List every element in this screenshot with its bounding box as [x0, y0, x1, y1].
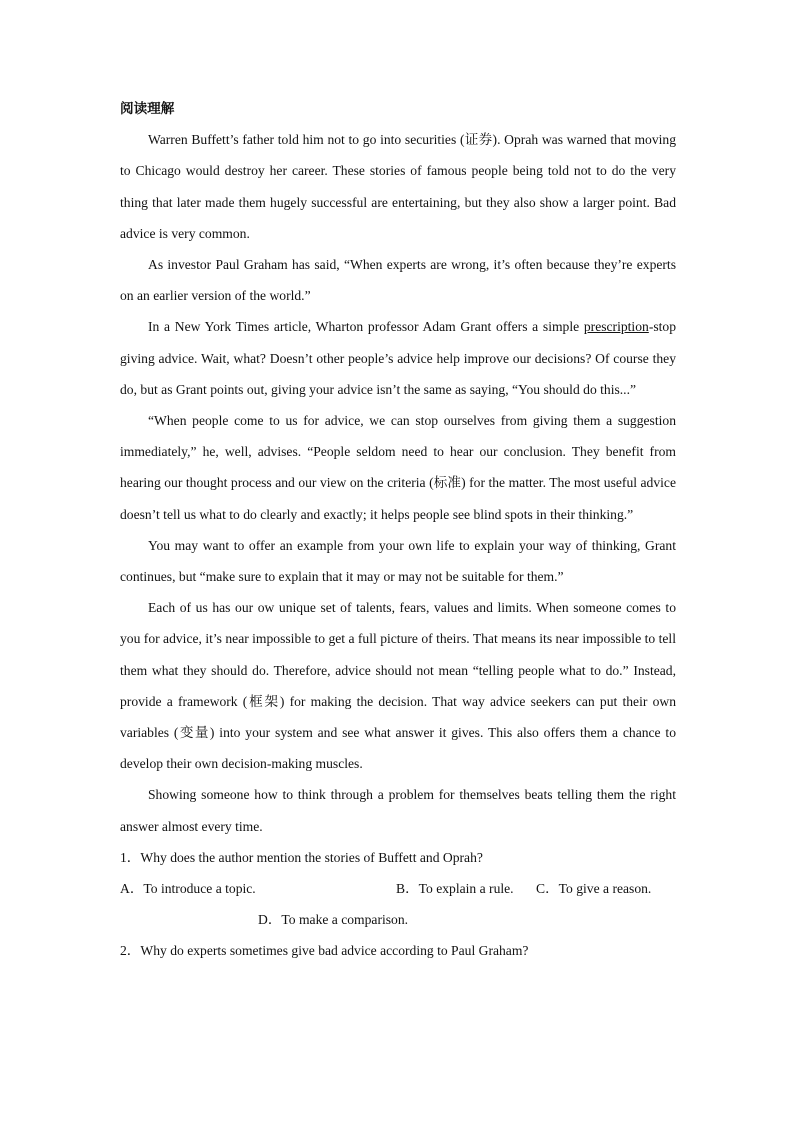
- question-1-options-row-1: [120, 873, 676, 904]
- question-1-stem: 1．Why does the author mention the stories of Buffett and Oprah?: [120, 849, 483, 865]
- passage-paragraph-2: As investor Paul Graham has said, “When experts are wrong, it’s often because they’re experts on an earlier version of the world.”: [120, 257, 676, 304]
- passage-paragraph-3-after: -stop giving advice. Wait, what? Doesn’t other people’s advice help improve our decisions? Of course they do, but as Grant points out, giving your advice isn’t the same as saying, “You should do this...”: [120, 319, 676, 397]
- question-1-option-d: D．To make a comparison.: [258, 912, 409, 928]
- passage-paragraph-1: Warren Buffett’s father told him not to go into securities (证券). Oprah was warned that moving to Chicago would destroy her career. These stories of famous people being told not to do the very thing that later made them hugely successful are entertaining, but they also show a larger point. Bad advice is very common.: [120, 132, 676, 241]
- passage-paragraph-6: Each of us has our ow unique set of talents, fears, values and limits. When someone comes to you for advice, it’s near impossible to get a full picture of theirs. That means its near impossible to tell them what they should do. Therefore, advice should not mean “telling people what to do.” Instead, provide a framework (框架) for making the decision. That way advice seekers can put their own variables (变量) into your system and see what answer it gives. This also offers them a chance to develop their own decision-making muscles.: [120, 600, 676, 772]
- question-1-options-row-2: [120, 904, 676, 935]
- passage-paragraph-3-before: In a New York Times article, Wharton professor Adam Grant offers a simple: [148, 319, 584, 335]
- passage-paragraph-5: You may want to offer an example from your own life to explain your way of thinking, Grant continues, but “make sure to explain that it may or may not be suitable for them.”: [120, 537, 676, 585]
- document-page: [120, 93, 676, 967]
- passage-paragraph-3: [120, 311, 676, 405]
- question-1-option-a: A．To introduce a topic.: [120, 881, 256, 897]
- question-2-stem: 2．Why do experts sometimes give bad advice according to Paul Graham?: [120, 943, 529, 959]
- section-heading: 阅读理解: [120, 101, 175, 116]
- passage-paragraph-7: Showing someone how to think through a problem for themselves beats telling them the right answer almost every time.: [120, 787, 676, 834]
- underlined-word-prescription: prescription: [583, 319, 649, 335]
- question-1-option-b: B．To explain a rule.: [396, 881, 514, 897]
- question-1-option-c: C．To give a reason.: [536, 881, 652, 897]
- passage-paragraph-4: “When people come to us for advice, we can stop ourselves from giving them a suggestion immediately,” he, well, advises. “People seldom need to hear our conclusion. They benefit from hearing our thought process and our view on the criteria (标准) for the matter. The most useful advice doesn’t tell us what to do clearly and exactly; it helps people see blind spots in their thinking.”: [120, 413, 676, 522]
